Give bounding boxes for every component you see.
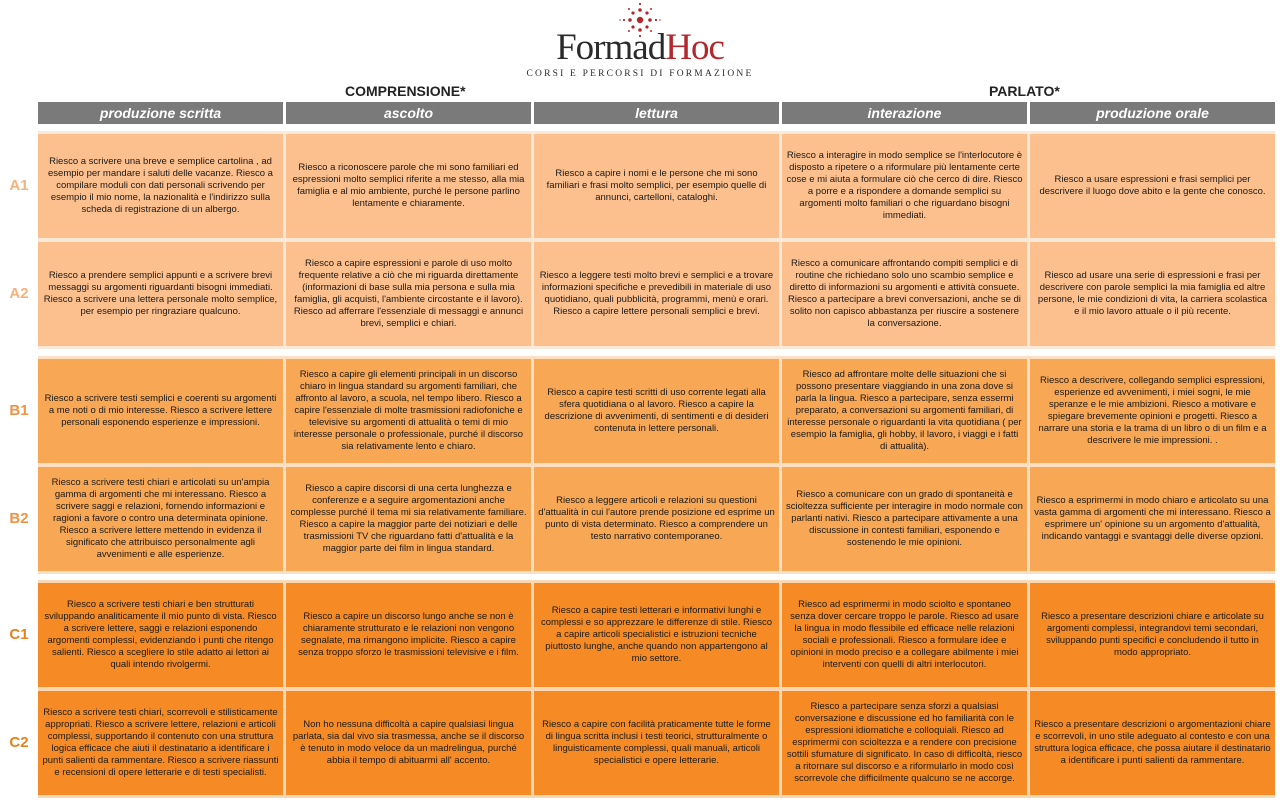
column-header-produzione-scritta: produzione scritta bbox=[38, 102, 283, 124]
descriptor-cell-a2-5: Riesco ad usare una serie di espressioni e frasi per descrivere con parole semplici la mia famiglia ed altre persone, le mie condizioni di vita, la carriera scolastica e il mio lavoro attuale o il più recente. bbox=[1030, 242, 1275, 346]
descriptor-cell-a2-4: Riesco a comunicare affrontando compiti semplici e di routine che richiedano solo uno scambio semplice e diretto di informazioni su argomenti e attività consuete. Riesco a partecipare a brevi conversazioni, anche se di solito non capisco abbastanza per riuscire a sostenere la conversazione. bbox=[782, 242, 1027, 346]
descriptor-cell-a1-1: Riesco a scrivere una breve e semplice cartolina , ad esempio per mandare i saluti delle vacanze. Riesco a compilare moduli con dati personali scrivendo per esempio il mio nome, la nazionalità e l'indirizzo sulla scheda di registrazione di un albergo. bbox=[38, 134, 283, 238]
descriptor-cell-a1-5: Riesco a usare espressioni e frasi semplici per descrivere il luogo dove abito e la gente che conosco. bbox=[1030, 134, 1275, 238]
descriptor-cell-b1-2: Riesco a capire gli elementi principali in un discorso chiaro in lingua standard su argomenti familiari, che affronto al lavoro, a scuola, nel tempo libero. Riesco a capire l'essenziale di molte trasmissioni radiofoniche e televisive su argomenti di attualità o temi di mio interesse personale o professionale, purché il discorso sia relativamente lento e chiaro. bbox=[286, 359, 531, 463]
logo-wordmark-accent: Hoc bbox=[665, 27, 724, 68]
column-header-ascolto: ascolto bbox=[286, 102, 531, 124]
column-header-interazione: interazione bbox=[782, 102, 1027, 124]
descriptor-cell-b1-4: Riesco ad affrontare molte delle situazioni che si possono presentare viaggiando in una zona dove si parla la lingua. Riesco a partecipare, senza essermi preparato, a conversazioni su argomenti familiari, di interesse personale o riguardanti la vita quotidiana ( per esempio la famiglia, gli hobby, il lavoro, i viaggi e i fatti di attualità). bbox=[782, 359, 1027, 463]
descriptor-cell-b2-2: Riesco a capire discorsi di una certa lunghezza e conferenze e a seguire argomentazioni anche complesse purché il tema mi sia relativamente familiare. Riesco a capire la maggior parte dei notiziari e delle trasmissioni TV che riguardano fatti d'attualità e la maggior parte dei film in lingua standard. bbox=[286, 467, 531, 571]
descriptor-cell-b2-5: Riesco a esprimermi in modo chiaro e articolato su una vasta gamma di argomenti che mi interessano. Riesco a esprimere un' opinione su un argomento d'attualità, indicando vantaggi e svantaggi delle diverse opzioni. bbox=[1030, 467, 1275, 571]
descriptor-cell-b1-5: Riesco a descrivere, collegando semplici espressioni, esperienze ed avvenimenti, i miei sogni, le mie speranze e le mie ambizioni. Riesco a motivare e spiegare brevemente opinioni e progetti. Riesco a narrare una storia e la trama di un libro o di un film e a descrivere le mie impressioni. . bbox=[1030, 359, 1275, 463]
logo-wordmark bbox=[0, 28, 1280, 68]
descriptor-cell-a1-4: Riesco a interagire in modo semplice se l'interlocutore è disposto a ripetere o a riformulare più lentamente certe cose e mi aiuta a formulare ciò che cerco di dire. Riesco a porre e a rispondere a domande semplici su argomenti molto familiari o che riguardano bisogni immediati. bbox=[782, 134, 1027, 238]
group-label-parlato: PARLATO* bbox=[989, 83, 1060, 99]
level-label-a1: A1 bbox=[9, 177, 29, 194]
descriptor-cell-c2-3: Riesco a capire con facilità praticamente tutte le forme di lingua scritta inclusi i testi teorici, strutturalmente o linguisticamente complessi, quali manuali, articoli specialistici e opere letterarie. bbox=[534, 691, 779, 795]
descriptor-cell-b2-3: Riesco a leggere articoli e relazioni su questioni d'attualità in cui l'autore prende posizione ed esprime un punto di vista determinato. Riesco a comprendere un testo narrativo contemporaneo. bbox=[534, 467, 779, 571]
formadhoc-logo bbox=[0, 0, 1280, 82]
descriptor-cell-c1-1: Riesco a scrivere testi chiari e ben strutturati sviluppando analiticamente il mio punto di vista. Riesco a scrivere lettere, saggi e relazioni esponendo argomenti complessi, evidenziando i punti che ritengo salienti. Riesco a scegliere lo stile adatto ai lettori ai quali intendo rivolgermi. bbox=[38, 583, 283, 687]
level-label-c1: C1 bbox=[9, 626, 29, 643]
descriptor-cell-a2-2: Riesco a capire espressioni e parole di uso molto frequente relative a ciò che mi riguarda direttamente (informazioni di base sulla mia persona e sulla mia famiglia, gli acquisti, l'ambiente circostante e il lavoro). Riesco ad afferrare l'essenziale di messaggi e annunci brevi, semplici e chiari. bbox=[286, 242, 531, 346]
level-label-b2: B2 bbox=[9, 510, 29, 527]
logo-wordmark-main: Formad bbox=[556, 27, 666, 68]
descriptor-cell-c2-4: Riesco a partecipare senza sforzi a qualsiasi conversazione e discussione ed ho familiarità con le espressioni idiomatiche e colloquiali. Riesco ad esprimermi con scioltezza e a rendere con precisione sottili sfumature di significato. In caso di difficoltà, riesco a ritornare sul discorso e a riformularlo in modo così scorrevole che difficilmente qualcuno se ne accorge. bbox=[782, 691, 1027, 795]
descriptor-cell-a2-3: Riesco a leggere testi molto brevi e semplici e a trovare informazioni specifiche e prevedibili in materiale di uso quotidiano, quali pubblicità, programmi, menù e orari. Riesco a capire lettere personali semplici e brevi. bbox=[534, 242, 779, 346]
descriptor-cell-b2-1: Riesco a scrivere testi chiari e articolati su un'ampia gamma di argomenti che mi interessano. Riesco a scrivere saggi e relazioni, fornendo informazioni e ragioni a favore o contro una determinata opinione. Riesco a scrivere lettere mettendo in evidenza il significato che attribuisco personalmente agli avvenimenti e alle esperienze. bbox=[38, 467, 283, 571]
descriptor-cell-a1-3: Riesco a capire i nomi e le persone che mi sono familiari e frasi molto semplici, per esempio quelle di annunci, cartelloni, cataloghi. bbox=[534, 134, 779, 238]
descriptor-cell-c1-5: Riesco a presentare descrizioni chiare e articolate su argomenti complessi, integrandovi temi secondari, sviluppando punti specifici e concludendo il tutto in modo appropriato. bbox=[1030, 583, 1275, 687]
descriptor-cell-c1-3: Riesco a capire testi letterari e informativi lunghi e complessi e so apprezzare le differenze di stile. Riesco a capire articoli specialistici e istruzioni tecniche piuttosto lunghe, anche quando non appartengono al mio settore. bbox=[534, 583, 779, 687]
level-label-c2: C2 bbox=[9, 734, 29, 751]
descriptor-cell-c1-4: Riesco ad esprimermi in modo sciolto e spontaneo senza dover cercare troppo le parole. Riesco ad usare la lingua in modo flessibile ed efficace nelle relazioni sociali e professionali. Riesco a formulare idee e opinioni in modo preciso e a collegare abilmente i miei interventi con quelli di altri interlocutori. bbox=[782, 583, 1027, 687]
descriptor-cell-b1-3: Riesco a capire testi scritti di uso corrente legati alla sfera quotidiana o al lavoro. Riesco a capire la descrizione di avvenimenti, di sentimenti e di desideri contenuta in lettere personali. bbox=[534, 359, 779, 463]
level-label-b1: B1 bbox=[9, 402, 29, 419]
descriptor-cell-b2-4: Riesco a comunicare con un grado di spontaneità e scioltezza sufficiente per interagire in modo normale con parlanti nativi. Riesco a partecipare attivamente a una discussione in contesti familiari, esponendo e sostenendo le mie opinioni. bbox=[782, 467, 1027, 571]
descriptor-cell-c1-2: Riesco a capire un discorso lungo anche se non è chiaramente strutturato e le relazioni non vengono segnalate, ma rimangono implicite. Riesco a capire senza troppo sforzo le trasmissioni televisive e i film. bbox=[286, 583, 531, 687]
level-label-a2: A2 bbox=[9, 285, 29, 302]
descriptor-cell-c2-1: Riesco a scrivere testi chiari, scorrevoli e stilisticamente appropriati. Riesco a scrivere lettere, relazioni e articoli complessi, supportando il contenuto con una struttura logica efficace che aiuti il destinatario a identificare i punti salienti da rammentare. Riesco a scrivere riassunti e recensioni di opere letterarie e di testi specialisti. bbox=[38, 691, 283, 795]
column-header-lettura: lettura bbox=[534, 102, 779, 124]
table-header bbox=[38, 102, 1275, 124]
descriptor-cell-a1-2: Riesco a riconoscere parole che mi sono familiari ed espressioni molto semplici riferite a me stesso, alla mia famiglia e al mio ambiente, purché le persone parlino lentamente e chiaramente. bbox=[286, 134, 531, 238]
descriptor-cell-c2-2: Non ho nessuna difficoltà a capire qualsiasi lingua parlata, sia dal vivo sia trasmessa, anche se il discorso è tenuto in modo veloce da un madrelingua, purché abbia il tempo di abituarmi all' accento. bbox=[286, 691, 531, 795]
column-header-produzione-orale: produzione orale bbox=[1030, 102, 1275, 124]
descriptor-cell-b1-1: Riesco a scrivere testi semplici e coerenti su argomenti a me noti o di mio interesse. Riesco a scrivere lettere personali esponendo esperienze e impressioni. bbox=[38, 359, 283, 463]
descriptor-cell-c2-5: Riesco a presentare descrizioni o argomentazioni chiare e scorrevoli, in uno stile adeguato al contesto e con una struttura logica efficace, che possa aiutare il destinatario a identificare i punti salienti da rammentare. bbox=[1030, 691, 1275, 795]
logo-tagline: CORSI E PERCORSI DI FORMAZIONE bbox=[526, 69, 754, 79]
descriptor-cell-a2-1: Riesco a prendere semplici appunti e a scrivere brevi messaggi su argomenti riguardanti bisogni immediati. Riesco a scrivere una lettera personale molto semplice, per esempio per ringraziare qualcuno. bbox=[38, 242, 283, 346]
group-label-comprensione: COMPRENSIONE* bbox=[345, 83, 466, 99]
